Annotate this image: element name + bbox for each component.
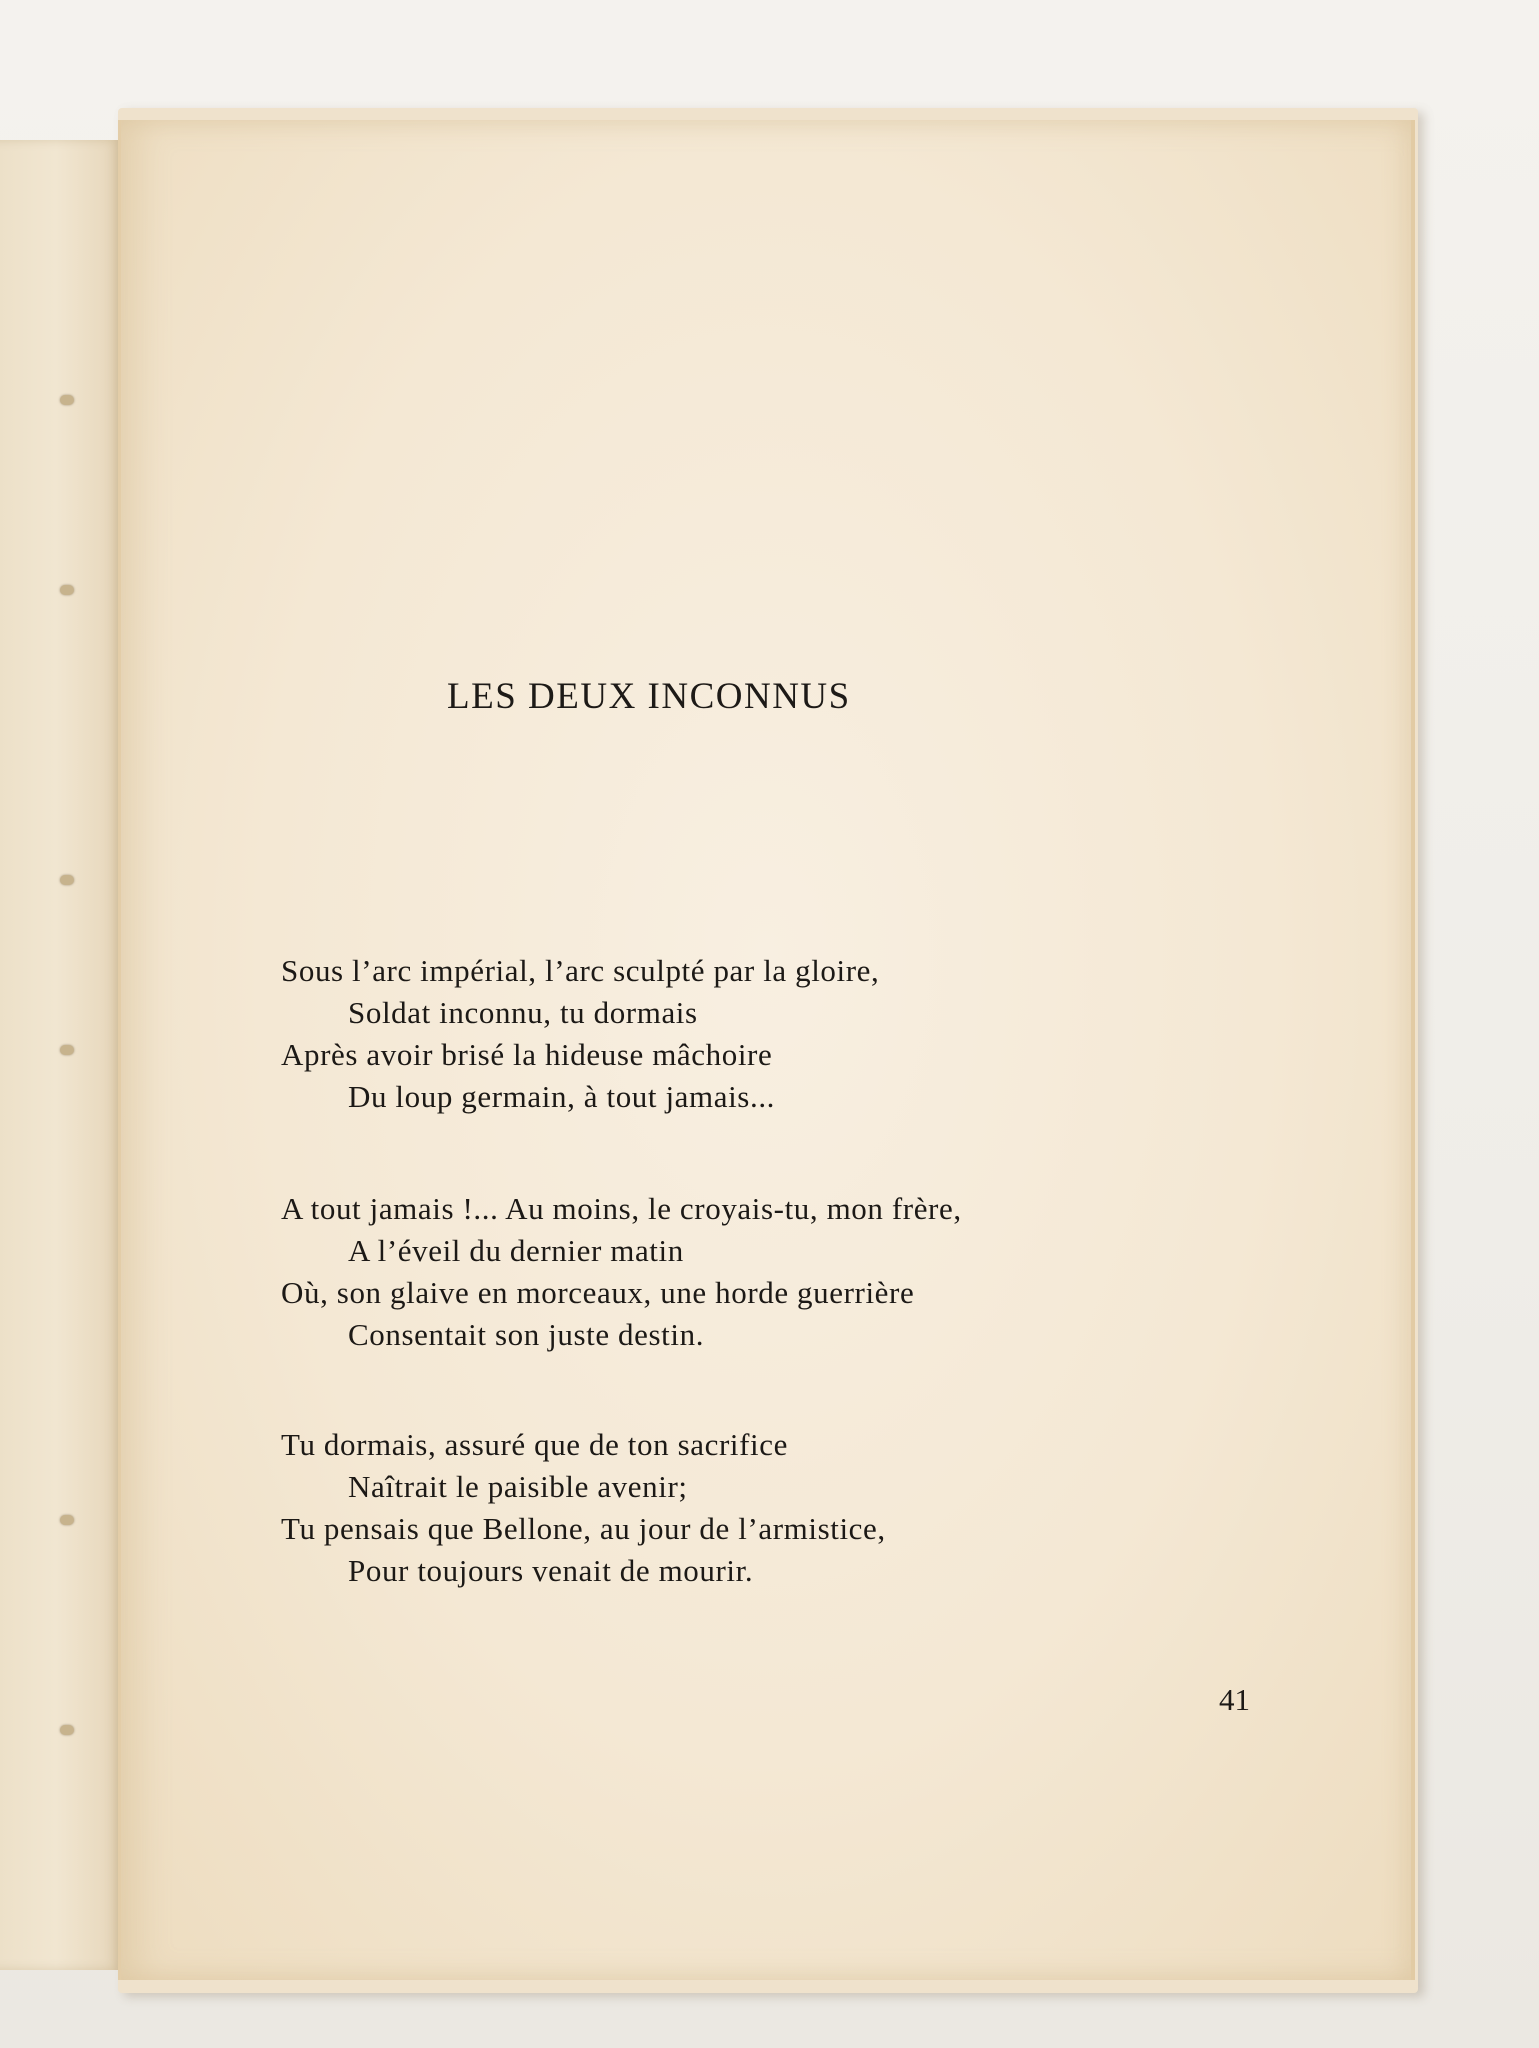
- verse-line: Où, son glaive en morceaux, une horde guerrière: [281, 1275, 915, 1310]
- binding-stitch: [60, 1725, 74, 1735]
- verse-line: Tu pensais que Bellone, au jour de l’armistice,: [281, 1511, 886, 1546]
- stanza-2: [281, 1188, 962, 1356]
- verse-line: Soldat inconnu, tu dormais: [348, 995, 698, 1030]
- verse-line: A tout jamais !... Au moins, le croyais-tu, mon frère,: [281, 1191, 962, 1226]
- verse-line: Sous l’arc impérial, l’arc sculpté par la gloire,: [281, 953, 880, 988]
- verse-line: Naîtrait le paisible avenir;: [348, 1469, 688, 1504]
- verse-line: Consentait son juste destin.: [348, 1317, 705, 1352]
- binding-stitch: [60, 585, 74, 595]
- stanza-3: [281, 1424, 886, 1592]
- verse-line: Tu dormais, assuré que de ton sacrifice: [281, 1427, 788, 1462]
- verse-line: A l’éveil du dernier matin: [348, 1233, 684, 1268]
- poem-title: LES DEUX INCONNUS: [447, 676, 851, 717]
- verse-line: Du loup germain, à tout jamais...: [348, 1079, 776, 1114]
- verse-line: Après avoir brisé la hideuse mâchoire: [281, 1037, 773, 1072]
- book-page: [118, 120, 1415, 1980]
- binding-stitch: [60, 875, 74, 885]
- left-page-edge: [0, 140, 122, 1970]
- page-number: 41: [1219, 1682, 1250, 1717]
- binding-stitch: [60, 1515, 74, 1525]
- binding-stitch: [60, 1045, 74, 1055]
- binding-stitch: [60, 395, 74, 405]
- stanza-1: [281, 950, 879, 1118]
- verse-line: Pour toujours venait de mourir.: [348, 1553, 754, 1588]
